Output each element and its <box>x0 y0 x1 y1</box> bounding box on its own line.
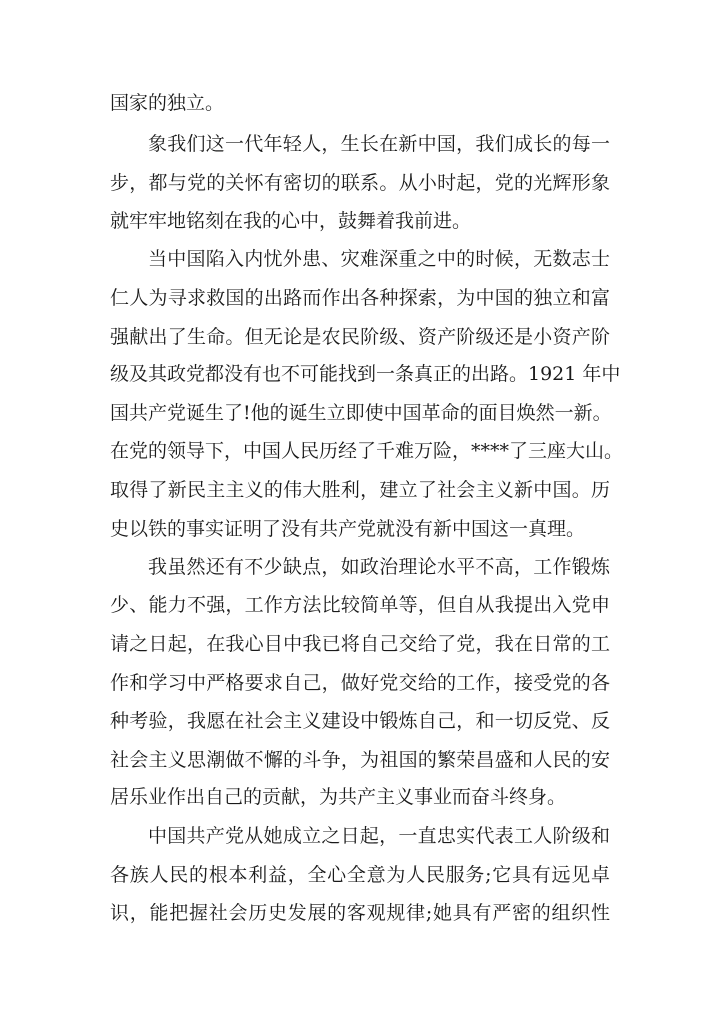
text-line: 国共产党诞生了!他的诞生立即使中国革命的面目焕然一新。 <box>110 402 612 424</box>
text-line: 象我们这一代年轻人，生长在新中国，我们成长的每一 <box>148 133 610 155</box>
text-line: 仁人为寻求救国的出路而作出各种探索，为中国的独立和富 <box>110 287 610 309</box>
text-line: 在党的领导下，中国人民历经了千难万险，****了三座大山。 <box>110 440 624 462</box>
text-line: 史以铁的事实证明了没有共产党就没有新中国这一真理。 <box>110 518 586 540</box>
text-line: 各族人民的根本利益，全心全意为人民服务;它具有远见卓 <box>110 864 610 886</box>
text-line: 国家的独立。 <box>110 92 225 114</box>
text-line: 当中国陷入内忧外患、灾难深重之中的时候，无数志士 <box>148 248 610 270</box>
text-line: 请之日起，在我心目中我已将自己交给了党，我在日常的工 <box>110 633 610 655</box>
text-line: 取得了新民主主义的伟大胜利，建立了社会主义新中国。历 <box>110 479 610 501</box>
text-line: 就牢牢地铭刻在我的心中，鼓舞着我前进。 <box>110 210 472 232</box>
text-line: 种考验，我愿在社会主义建设中锻炼自己，和一切反党、反 <box>110 710 610 732</box>
text-line: 中国共产党从她成立之日起，一直忠实代表工人阶级和 <box>148 825 610 847</box>
text-line: 少、能力不强，工作方法比较简单等，但自从我提出入党申 <box>110 594 610 616</box>
text-line: 社会主义思潮做不懈的斗争，为祖国的繁荣昌盛和人民的安 <box>110 749 610 771</box>
text-line: 我虽然还有不少缺点，如政治理论水平不高，工作锻炼 <box>148 556 610 578</box>
text-line: 作和学习中严格要求自己，做好党交给的工作，接受党的各 <box>110 672 610 694</box>
text-line: 居乐业作出自己的贡献，为共产主义事业而奋斗终身。 <box>110 786 567 808</box>
text-line: 级及其政党都没有也不可能找到一条真正的出路。1921 年中 <box>110 363 621 385</box>
text-line: 识，能把握社会历史发展的客观规律;她具有严密的组织性 <box>110 902 610 924</box>
text-line: 步，都与党的关怀有密切的联系。从小时起，党的光辉形象 <box>110 172 610 194</box>
text-line: 强献出了生命。但无论是农民阶级、资产阶级还是小资产阶 <box>110 326 610 348</box>
